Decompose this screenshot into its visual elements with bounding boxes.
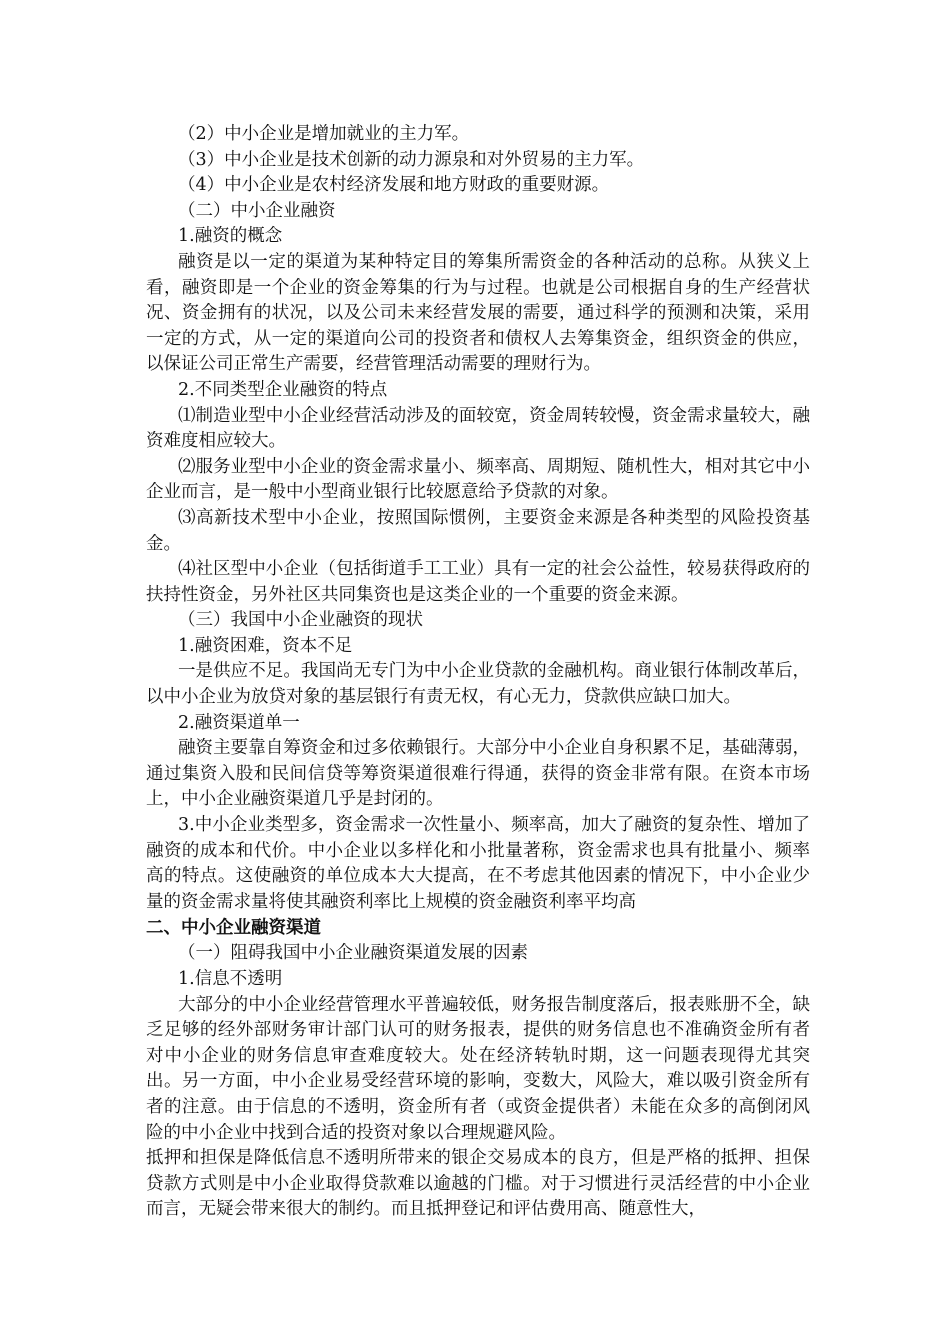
section-heading-channels: 二、中小企业融资渠道 <box>146 918 321 939</box>
list-item-3: （3）中小企业是技术创新的动力源泉和对外贸易的主力军。 <box>178 149 645 170</box>
types-many-paragraph: 3.中小企业类型多，资金需求一次性量小、频率高，加大了融资的复杂性、增加了融资的成本和代价。中小企业以多样化和小批量著称，资金需求也具有批量小、频率高的特点。这使融资的单位成本大大提高，在不考虑其他因素的情况下，中小企业少量的资金需求量将使其融资利率比上规模的资金融资利率平均高 <box>146 815 810 912</box>
type-manufacturing-paragraph: ⑴制造业型中小企业经营活动涉及的面较宽，资金周转较慢，资金需求量较大，融资难度相应较大。 <box>146 405 810 452</box>
document-page <box>146 122 810 1223</box>
concept-title: 1.融资的概念 <box>178 226 283 247</box>
list-item-4: （4）中小企业是农村经济发展和地方财政的重要财源。 <box>178 175 610 196</box>
types-title: 2.不同类型企业融资的特点 <box>178 379 388 400</box>
difficulty-title: 1.融资困难，资本不足 <box>178 635 353 656</box>
concept-paragraph: 融资是以一定的渠道为某种特定目的筹集所需资金的各种活动的总称。从狭义上看，融资即是一个企业的资金筹集的行为与过程。也就是公司根据自身的生产经营状况、资金拥有的状况，以及公司未来经营发展的需要，通过科学的预测和决策，采用一定的方式，从一定的渠道向公司的投资者和债权人去筹集资金，组织资金的供应，以保证公司正常生产需要，经营管理活动需要的理财行为。 <box>146 251 810 375</box>
subsection-title-obstacles: （一）阻碍我国中小企业融资渠道发展的因素 <box>178 943 528 964</box>
type-hightech-paragraph: ⑶高新技术型中小企业，按照国际惯例，主要资金来源是各种类型的风险投资基金。 <box>146 507 810 554</box>
info-title: 1.信息不透明 <box>178 969 283 989</box>
info-paragraph: 大部分的中小企业经营管理水平普遍较低，财务报告制度落后，报表账册不全，缺乏足够的经外部财务审计部门认可的财务报表，提供的财务信息也不准确资金所有者对中小企业的财务信息审查难度较大。处在经济转轨时期，这一问题表现得尤其突出。另一方面，中小企业易受经营环境的影响，变数大，风险大，难以吸引资金所有者的注意。由于信息的不透明，资金所有者（或资金提供者）未能在众多的高倒闭风险的中小企业中找到合适的投资对象以合理规避风险。 <box>146 994 810 1143</box>
type-community-paragraph: ⑷社区型中小企业（包括街道手工工业）具有一定的社会公益性，较易获得政府的扶持性资金，另外社区共同集资也是这类企业的一个重要的资金来源。 <box>146 559 810 605</box>
subsection-title-status: （三）我国中小企业融资的现状 <box>178 610 423 631</box>
channel-paragraph: 融资主要靠自筹资金和过多依赖银行。大部分中小企业自身积累不足，基础薄弱，通过集资入股和民间信贷等筹资渠道很难行得通，获得的资金非常有限。在资本市场上，中小企业融资渠道几乎是封闭的。 <box>146 738 810 810</box>
difficulty-paragraph: 一是供应不足。我国尚无专门为中小企业贷款的金融机构。商业银行体制改革后，以中小企业为放贷对象的基层银行有责无权，有心无力，贷款供应缺口加大。 <box>146 661 810 708</box>
subsection-title-financing: （二）中小企业融资 <box>178 200 336 221</box>
mortgage-paragraph: 抵押和担保是降低信息不透明所带来的银企交易成本的良方，但是严格的抵押、担保贷款方式则是中小企业取得贷款难以逾越的门槛。对于习惯进行灵活经营的中小企业而言，无疑会带来很大的制约。而且抵押登记和评估费用高、随意性大， <box>146 1148 810 1220</box>
type-service-paragraph: ⑵服务业型中小企业的资金需求量小、频率高、周期短、随机性大，相对其它中小企业而言，是一般中小型商业银行比较愿意给予贷款的对象。 <box>146 456 810 503</box>
channel-title: 2.融资渠道单一 <box>178 712 300 733</box>
list-item-2: （2）中小企业是增加就业的主力军。 <box>178 124 470 144</box>
